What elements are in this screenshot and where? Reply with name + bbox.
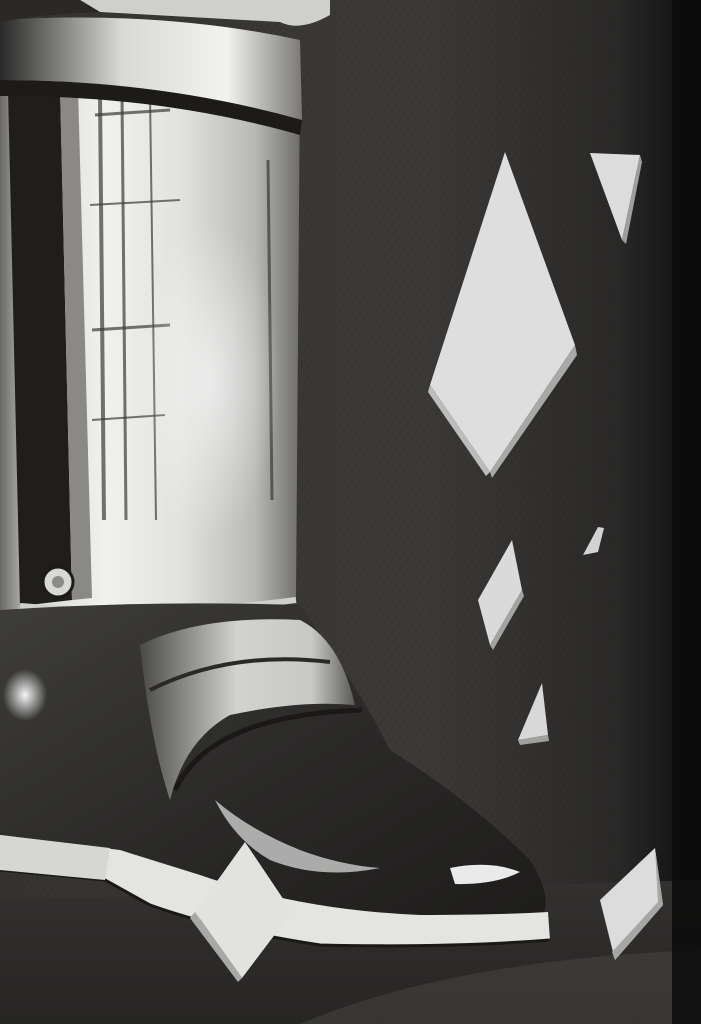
cuff-glare [140, 220, 280, 540]
page-edge-shadow [672, 0, 701, 1024]
shoe-heel-glare [3, 669, 47, 721]
rivet-center [52, 576, 64, 588]
armor-cuff [0, 64, 300, 616]
